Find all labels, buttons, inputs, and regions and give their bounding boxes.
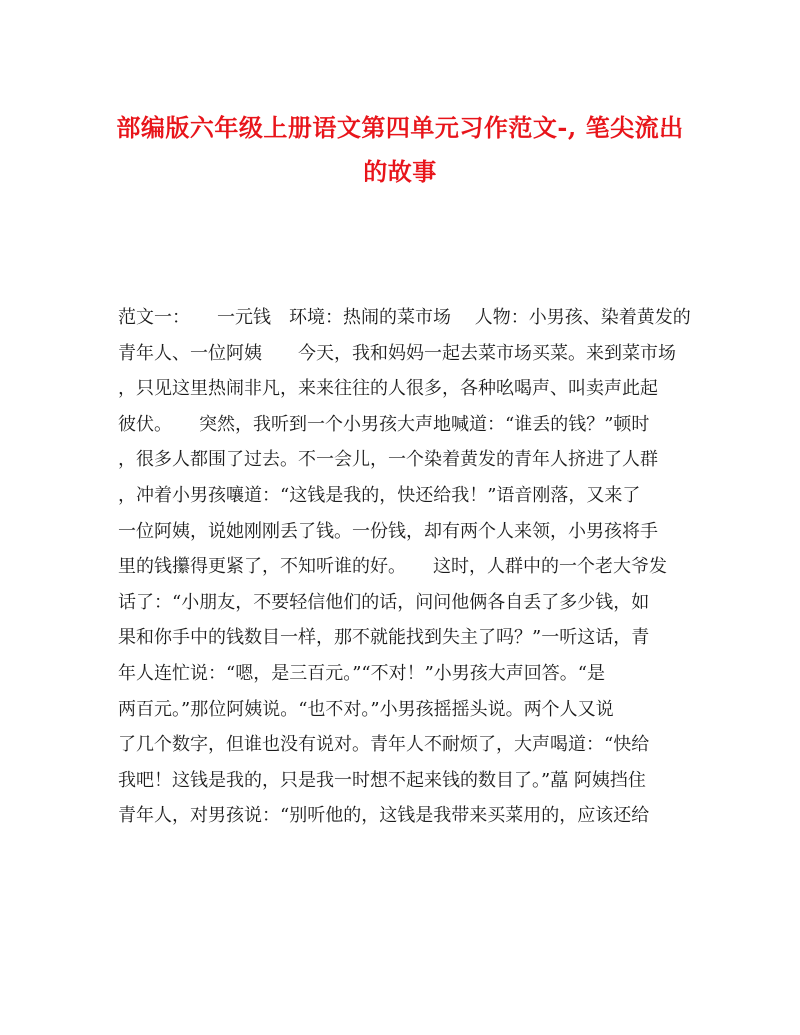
body-line: 范文一： 一元钱 环境：热闹的菜市场 人物：小男孩、染着黄发的 xyxy=(118,307,691,328)
document-title xyxy=(100,106,700,194)
body-line: 果和你手中的钱数目一样，那不就能找到失主了吗？”一听这话，青 xyxy=(118,627,650,649)
body-line: 年人连忙说：“嗯，是三百元。”“不对！”小男孩大声回答。“是 xyxy=(118,662,606,684)
body-line: 我吧！这钱是我的，只是我一时想不起来钱的数目了。”藠 阿姨挡住 xyxy=(118,769,646,791)
body-line: 两百元。”那位阿姨说。“也不对。”小男孩摇摇头说。两个人又说 xyxy=(118,698,614,720)
body-line: ，只见这里热闹非凡，来来往往的人很多，各种吆喝声、叫卖声此起 xyxy=(118,378,658,400)
title-line: 部编版六年级上册语文第四单元习作范文-, 笔尖流出 xyxy=(116,113,684,142)
body-line: 里的钱攥得更紧了，不知听谁的好。 这时，人群中的一个老大爷发 xyxy=(118,556,667,578)
body-line: 了几个数字，但谁也没有说对。青年人不耐烦了，大声喝道：“快给 xyxy=(118,734,650,756)
body-line: 一位阿姨，说她刚刚丢了钱。一份钱，却有两个人来领，小男孩将手 xyxy=(118,520,658,542)
body-line: 青年人，对男孩说：“别听他的，这钱是我带来买菜用的，应该还给 xyxy=(118,805,650,827)
body-line: 话了：“小朋友，不要轻信他们的话，问问他俩各自丢了多少钱，如 xyxy=(118,591,650,613)
body-line: ，冲着小男孩嚷道：“这钱是我的，快还给我！”语音刚落，又来了 xyxy=(118,484,641,506)
title-line: 的故事 xyxy=(363,157,437,186)
essay-body xyxy=(118,300,698,834)
body-line: 青年人、一位阿姨 今天，我和妈妈一起去菜市场买菜。来到菜市场 xyxy=(118,342,676,364)
body-line: 彼伏。 突然，我听到一个小男孩大声地喊道：“谁丢的钱？”顿时 xyxy=(118,413,650,435)
body-line: ，很多人都围了过去。不一会儿，一个染着黄发的青年人挤进了人群 xyxy=(118,449,658,471)
